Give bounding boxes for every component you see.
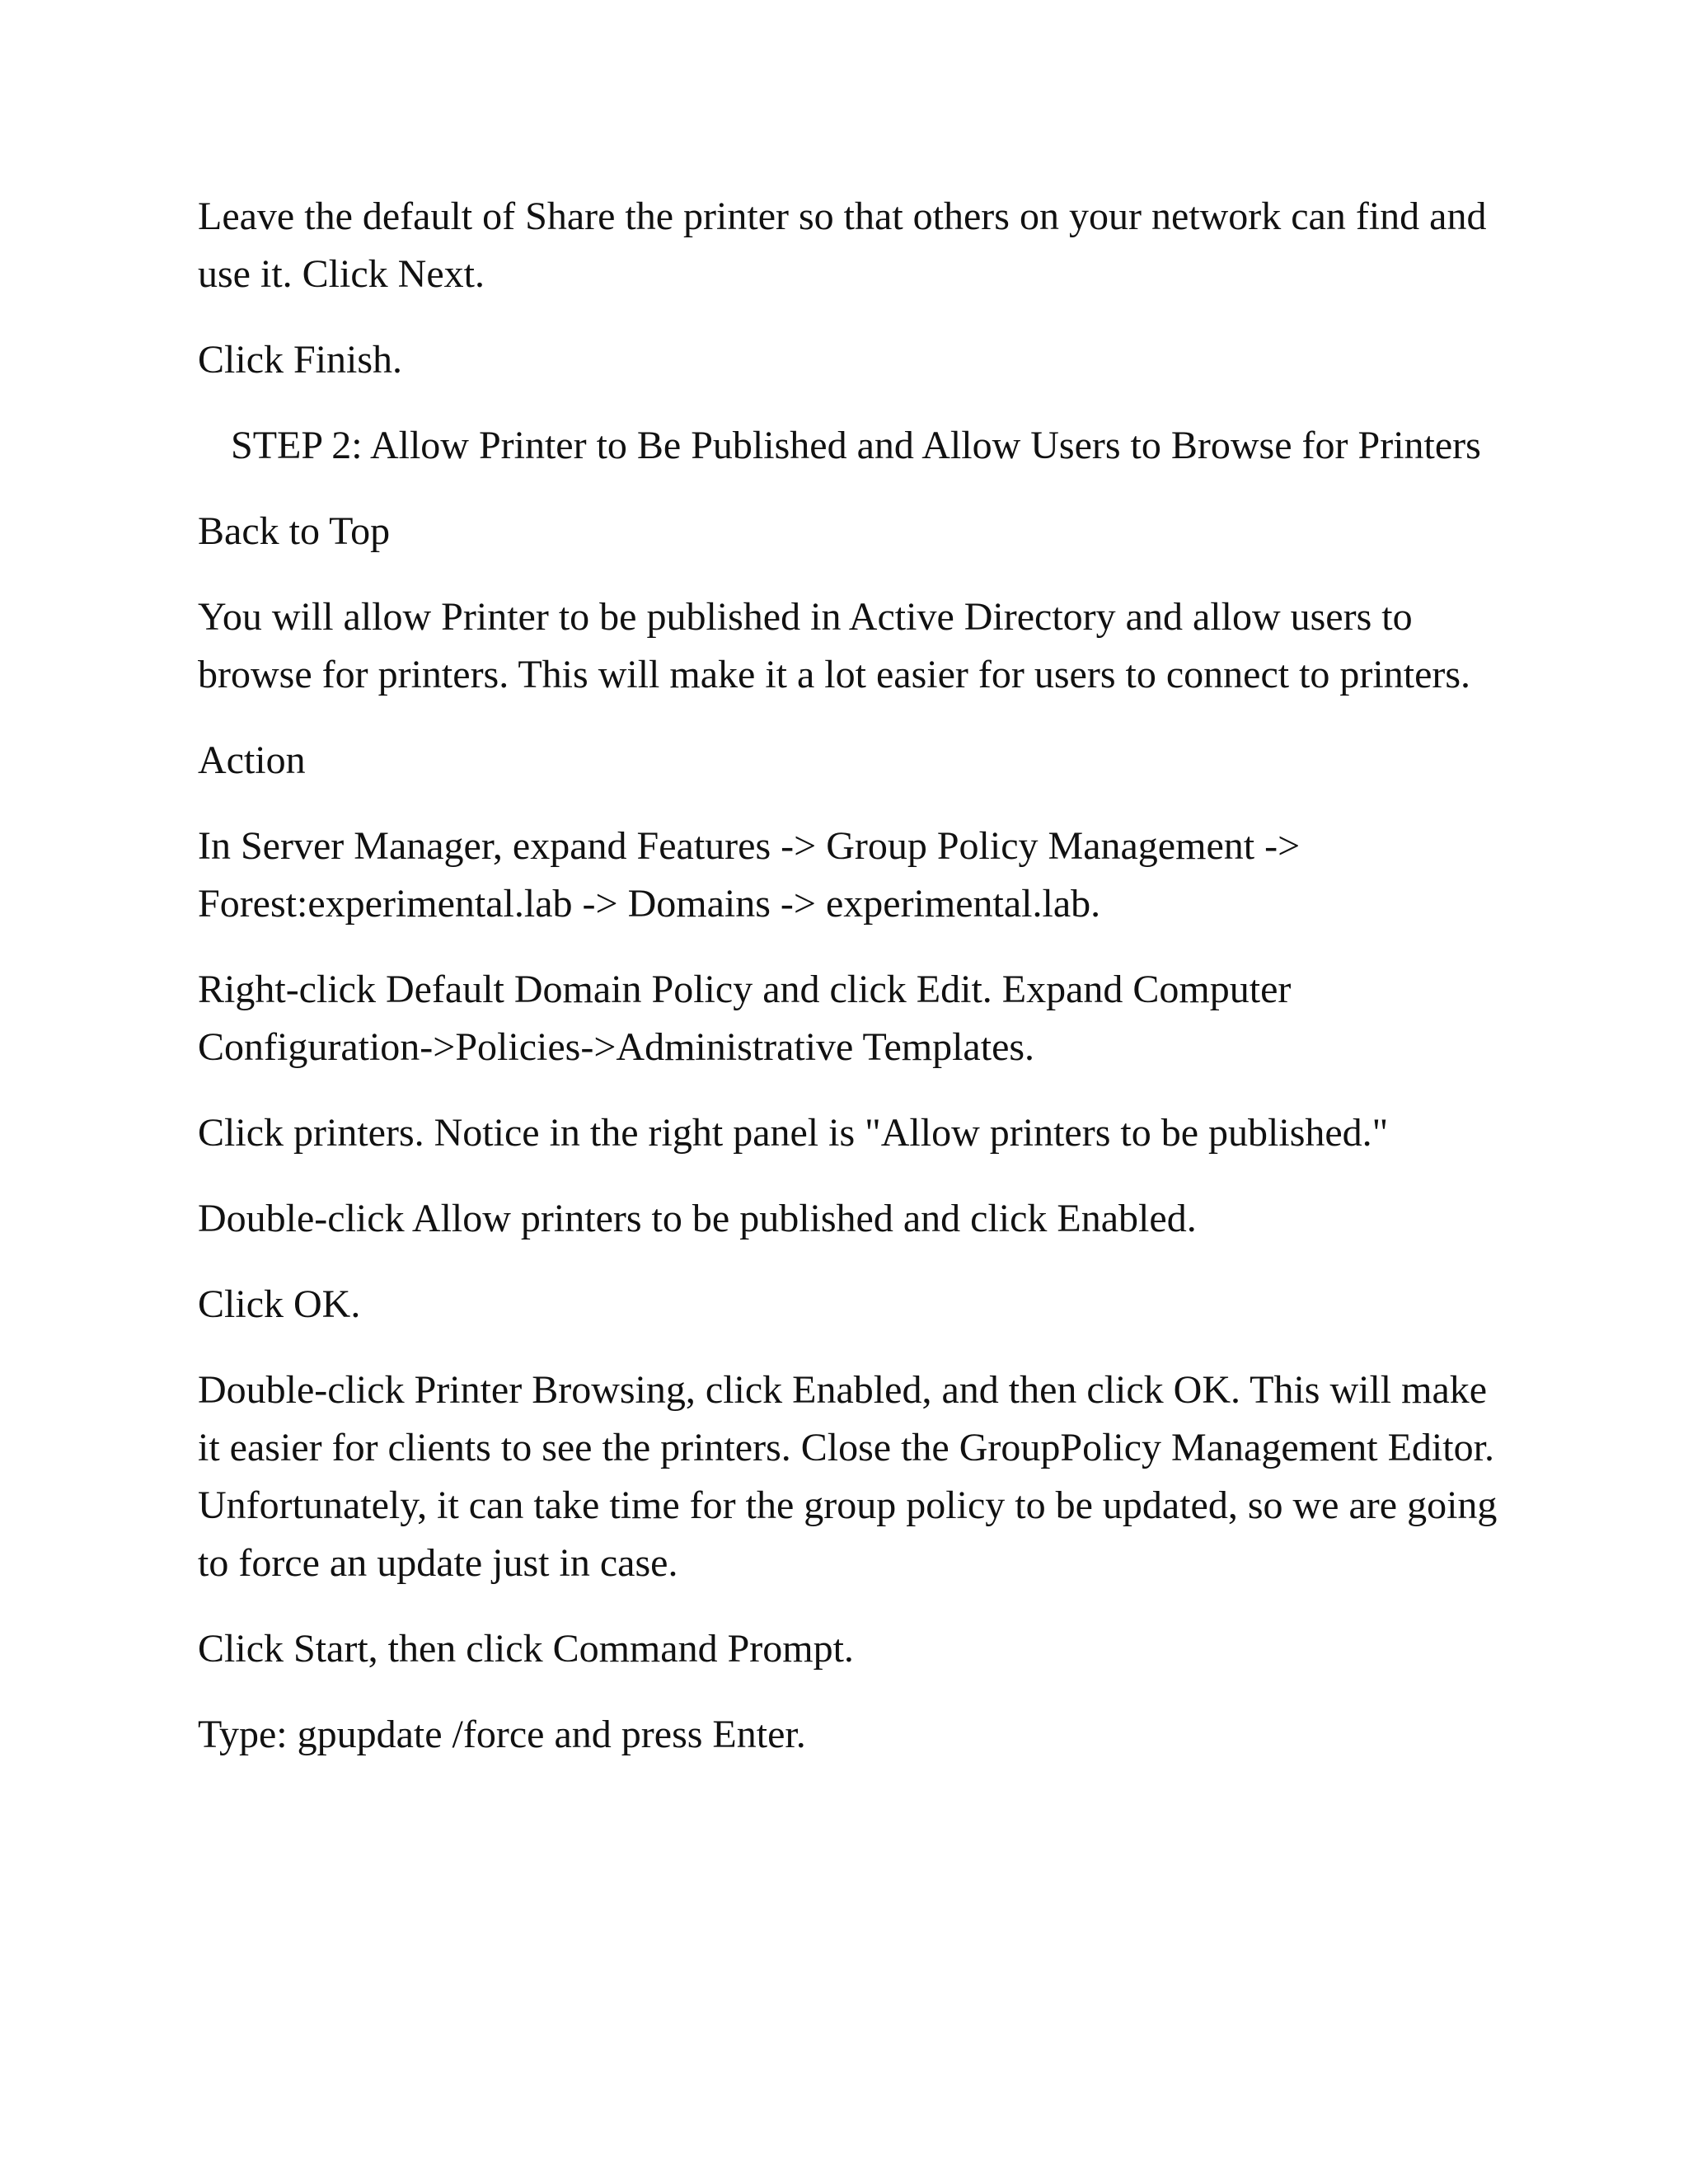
paragraph-server-manager: In Server Manager, expand Features -> Group Policy Management -> Forest:experimental.lab -> Domains -> experimental.lab. [198,824,1301,926]
back-to-top-link[interactable]: Back to Top [198,509,391,553]
paragraph-allow-printers-published: Double-click Allow printers to be published and click Enabled. [198,1197,1197,1240]
document-body [198,188,1517,1792]
paragraph-intro: You will allow Printer to be published in Active Directory and allow users to browse for printers. This will make it a lot easier for users to connect to printers. [198,595,1471,696]
step-2-heading: STEP 2: Allow Printer to Be Published and Allow Users to Browse for Printers [231,424,1481,467]
paragraph-click-ok: Click OK. [198,1282,361,1326]
action-heading: Action [198,738,306,782]
paragraph-command-prompt: Click Start, then click Command Prompt. [198,1627,854,1671]
paragraph-click-finish: Click Finish. [198,338,403,382]
paragraph-gpupdate: Type: gpupdate /force and press Enter. [198,1713,806,1756]
paragraph-printer-browsing: Double-click Printer Browsing, click Enabled, and then click OK. This will make it easier for clients to see the printers. Close the GroupPolicy Management Editor. Unfortunately, it can take time for the group policy to be updated, so we are going to force an update just in case. [198,1368,1498,1585]
paragraph-click-printers: Click printers. Notice in the right panel is "Allow printers to be published." [198,1111,1389,1155]
paragraph-default-domain-policy: Right-click Default Domain Policy and click Edit. Expand Computer Configuration->Policies->Administrative Templates. [198,968,1292,1069]
paragraph-share-printer: Leave the default of Share the printer so that others on your network can find and use it. Click Next. [198,194,1487,296]
